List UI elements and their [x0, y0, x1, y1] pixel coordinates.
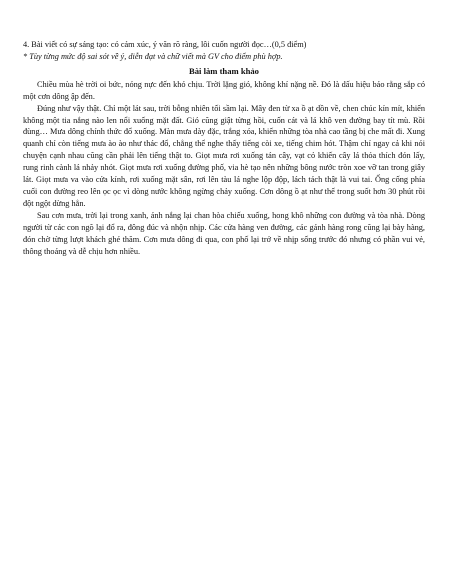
grading-criterion: 4. Bài viết có sự sáng tạo: có cảm xúc, ý văn rõ ràng, lôi cuốn người đọc…(0,5 điểm)	[23, 40, 307, 49]
essay-paragraph: Đúng như vậy thật. Chỉ một lát sau, trời bỗng nhiên tối sầm lại. Mây đen từ xa ồ ạt dồn về, chen chúc kín mít, khiến không một tia nắng nào len nổi xuống mặt đất. Gió cũng giật từng hồi, cuốn cát và lá khô ven đường bay tít mù. Rồi đùng… Mưa dông chính thức đổ xuống. Màn mưa dày đặc, trắng xóa, khiến những tòa nhà cao tầng bị che mất đi. Xung quanh chỉ còn tiếng mưa ào ào như thác đổ, chẳng thể nghe thấy tiếng còi xe, tiếng chim hót. Thậm chí ngay cả khi nói chuyện cạnh nhau cũng cần phải lên tiếng thật to. Giọt mưa rơi xuống tán cây, vạt cỏ khiến cây lá thỏa thích đón lấy, rung rinh cành lá nhảy nhót. Giọt mưa rơi xuống đường phố, via hè tạo nên những bông nước tròn xoe vỡ tan trong giây lát. Giọt mưa va vào cửa kính, rơi xuống mặt sân, rơi lên tàu lá nghe lộp độp, lách tách thật là vui tai. Ống cống phía cuối con đường reo lên ọc ọc vì dòng nước không ngừng chảy xuống. Cơn dông ồ ạt như thế trong suốt hơn 30 phút rồi đột ngột dừng hẳn.	[23, 103, 425, 208]
grading-note: * Tùy từng mức độ sai sót về ý, diễn đạt và chữ viết mà GV cho điểm phù hợp.	[23, 51, 283, 61]
essay-paragraph: Chiều mùa hè trời oi bức, nóng nực đến khó chịu. Trời lặng gió, không khí nặng nề. Đó là dấu hiệu báo rằng sắp có một cơn dông ập đến.	[23, 79, 425, 101]
section-heading: Bài làm tham khảo	[189, 65, 259, 76]
essay-paragraph: Sau cơn mưa, trời lại trong xanh, ánh nắng lại chan hòa chiếu xuống, hong khô những con đường và tòa nhà. Dòng người từ các con ngõ lại đổ ra, đông đúc và nhộn nhịp. Các cửa hàng ven đường, các gánh hàng rong cũng lại bày hàng, đón chờ từng lượt khách ghé thăm. Cơn mưa dông đi qua, con phố lại trở về nhịp sống trước đó nhưng có phần vui vẻ, thông thoáng và dễ chịu hơn nhiều.	[23, 210, 425, 256]
